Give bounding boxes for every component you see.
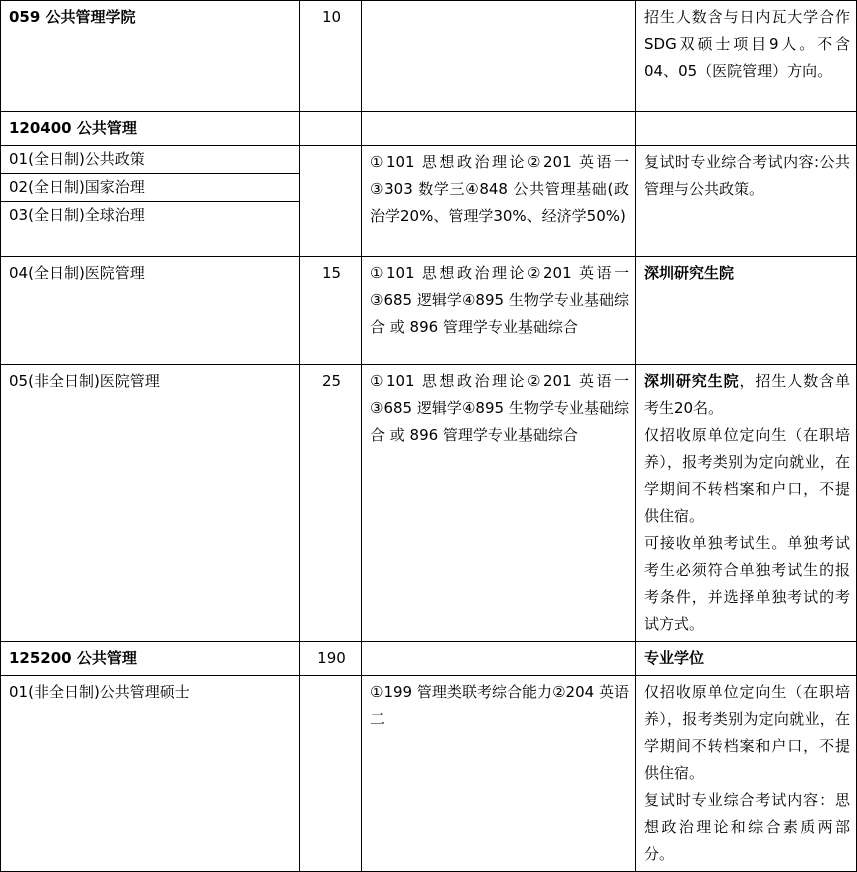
college-note: 招生人数含与日内瓦大学合作SDG双硕士项目9人。不含04、05（医院管理）方向。 — [636, 1, 857, 112]
direction-name: 01(非全日制)公共管理硕士 — [1, 675, 300, 871]
direction-name: 05(非全日制)医院管理 — [1, 364, 300, 641]
note-text: 仅招收原单位定向生（在职培养），报考类别为定向就业，在学期间不转档案和户口，不提供住宿。 — [644, 425, 850, 525]
major-note: 专业学位 — [636, 641, 857, 675]
college-quota: 10 — [300, 1, 362, 112]
direction-note: 复试时专业综合考试内容:公共管理与公共政策。 — [636, 146, 857, 257]
college-exam — [362, 1, 636, 112]
college-name: 059 公共管理学院 — [1, 1, 300, 112]
direction-quota: 25 — [300, 364, 362, 641]
direction-note: 深圳研究生院 — [636, 256, 857, 364]
direction-name: 01(全日制)公共政策 — [1, 146, 300, 174]
note-text: 仅招收原单位定向生（在职培养），报考类别为定向就业，在学期间不转档案和户口，不提供住宿。 — [644, 682, 850, 782]
direction-quota: 15 — [300, 256, 362, 364]
major-row — [1, 112, 857, 146]
note-text: 复试时专业综合考试内容：思想政治理论和综合素质两部分。 — [644, 790, 850, 863]
direction-note — [636, 675, 857, 871]
major-row — [1, 641, 857, 675]
direction-exam: ①101 思想政治理论②201 英语一③303 数学三④848 公共管理基础(政治学20%、管理学30%、经济学50%) — [362, 146, 636, 257]
direction-exam: ①199 管理类联考综合能力②204 英语二 — [362, 675, 636, 871]
direction-exam: ①101 思想政治理论②201 英语一③685 逻辑学④895 生物学专业基础综合 或 896 管理学专业基础综合 — [362, 364, 636, 641]
note-text: 可接收单独考试生。单独考试考生必须符合单独考试生的报考条件，并选择单独考试的考试方式。 — [644, 533, 850, 633]
direction-name: 02(全日制)国家治理 — [1, 174, 300, 202]
direction-exam: ①101 思想政治理论②201 英语一③685 逻辑学④895 生物学专业基础综合 或 896 管理学专业基础综合 — [362, 256, 636, 364]
direction-row — [1, 675, 857, 871]
note-highlight: 深圳研究生院 — [644, 371, 740, 390]
direction-row — [1, 364, 857, 641]
note-text: ，招生人数含单考生20名。 — [644, 371, 850, 417]
major-name: 125200 公共管理 — [1, 641, 300, 675]
major-quota: 190 — [300, 641, 362, 675]
direction-note — [636, 364, 857, 641]
direction-row — [1, 256, 857, 364]
direction-name: 04(全日制)医院管理 — [1, 256, 300, 364]
direction-row — [1, 146, 857, 174]
direction-name: 03(全日制)全球治理 — [1, 202, 300, 230]
college-row — [1, 1, 857, 112]
major-name: 120400 公共管理 — [1, 112, 300, 146]
